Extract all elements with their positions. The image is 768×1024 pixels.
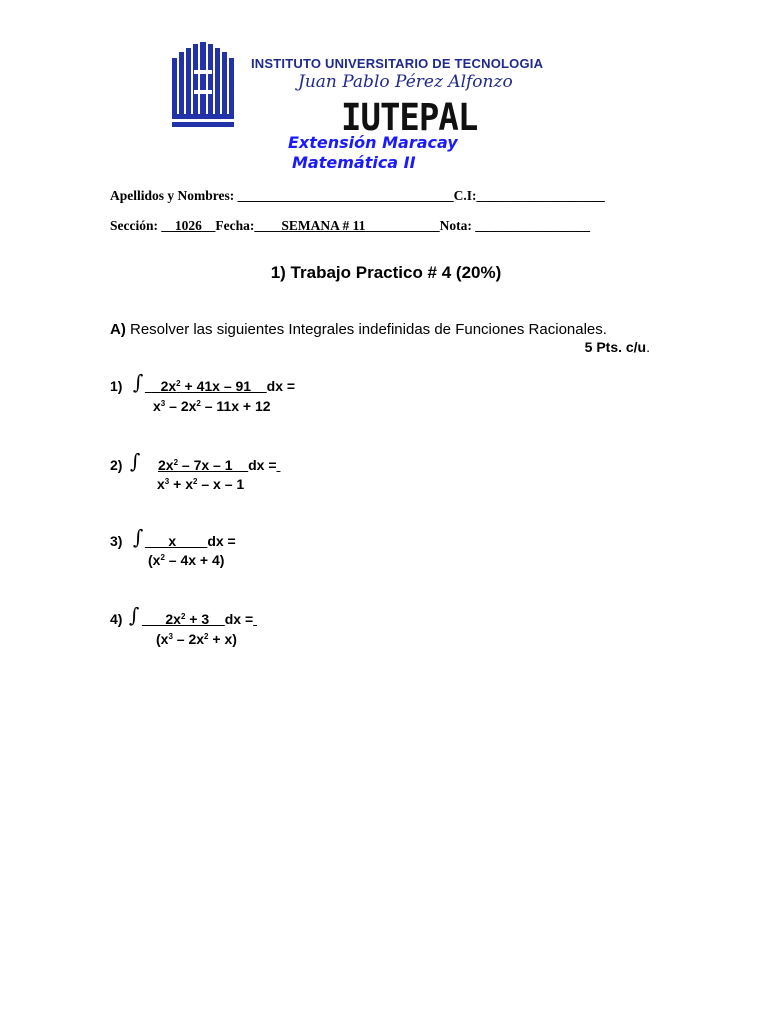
differential: dx =	[207, 533, 236, 549]
points-value: 5 Pts. c/u	[584, 339, 647, 355]
exponent: 2	[176, 379, 181, 388]
problem-1-numerator: $\_\_2x^2 + 41x$ – 91__dx =	[145, 378, 296, 394]
exponent: 3	[168, 632, 173, 641]
denominator-term: (x	[148, 552, 161, 568]
institute-name: INSTITUTO UNIVERSITARIO DE TECNOLOGIA	[251, 56, 544, 71]
instructions-letter: A)	[110, 321, 126, 338]
differential: dx =	[248, 457, 277, 473]
differential: dx =	[224, 611, 254, 627]
names-label: Apellidos y Nombres:	[110, 188, 235, 203]
problem-4-denominator	[156, 631, 237, 647]
numerator-term: + 3	[185, 611, 210, 627]
numerator-term: 2x	[158, 457, 174, 473]
instructions	[110, 321, 607, 338]
problem-3-denominator	[148, 552, 224, 568]
problem-number: 1)	[110, 378, 123, 394]
problem-2-numerator: $2x^2 - 7x$ – 1__dx =	[158, 457, 277, 473]
denominator-term: + x	[169, 476, 193, 492]
denominator-term: + x)	[208, 631, 237, 647]
student-info-line	[110, 188, 605, 204]
denominator-term: x	[157, 476, 165, 492]
names-field[interactable]: ________________________________	[237, 188, 454, 203]
numerator-term: + 41x – 91	[180, 378, 252, 394]
differential: dx =	[266, 378, 296, 394]
section-value: 1026	[174, 218, 202, 233]
integral-sign-icon: ∫	[129, 603, 140, 627]
denominator-term: – 2x	[172, 631, 205, 647]
section-label: Sección:	[110, 218, 158, 233]
grade-field[interactable]: _________________	[475, 218, 590, 233]
problem-2	[110, 457, 122, 473]
section-info-line	[110, 218, 590, 234]
problem-number: 4)	[110, 611, 123, 627]
institute-acronym: IUTEPAL	[341, 96, 478, 140]
date-blank-pre: ____	[254, 218, 282, 233]
problem-4-numerator: $\_\_\_2x^2$ + 3__dx =	[142, 611, 254, 627]
problem-3	[110, 533, 122, 549]
problem-1	[110, 378, 122, 394]
integral-sign-icon: ∫	[133, 370, 144, 394]
exponent: 2	[180, 612, 186, 621]
subject-heading: Matemática II	[292, 153, 416, 172]
exponent: 2	[173, 458, 179, 467]
section-blank-post: __	[201, 218, 216, 233]
problem-number: 2)	[110, 457, 123, 473]
denominator-term: – 11x + 12	[200, 398, 271, 414]
problem-1-denominator	[153, 398, 271, 414]
exponent: 2	[160, 553, 165, 562]
date-label: Fecha:	[215, 218, 255, 233]
exponent: 2	[204, 632, 209, 641]
exponent: 3	[160, 399, 166, 408]
problem-2-denominator	[157, 476, 244, 492]
points-suffix: .	[646, 339, 650, 355]
section-blank-pre: __	[161, 218, 175, 233]
problem-4	[110, 611, 122, 627]
denominator-term: – 4x + 4)	[164, 552, 225, 568]
exponent: 2	[193, 477, 198, 486]
grade-label: Nota:	[439, 218, 472, 233]
integral-sign-icon: ∫	[130, 449, 141, 473]
problem-number: 3)	[110, 533, 123, 549]
week-value: SEMANA # 11	[281, 218, 366, 233]
numerator-term: x	[168, 533, 177, 549]
institute-founder-name: Juan Pablo Pérez Alfonzo	[298, 72, 513, 92]
instructions-text: Resolver las siguientes Integrales indefinidas de Funciones Racionales.	[130, 321, 607, 338]
denominator-term: – 2x	[165, 398, 197, 414]
numerator-term: 2x	[160, 378, 177, 394]
denominator-term: – x – 1	[197, 476, 245, 492]
date-blank-post: ___________	[365, 218, 440, 233]
denominator-term: (x	[156, 631, 169, 647]
ci-field[interactable]: ___________________	[476, 188, 605, 203]
assignment-title: 1) Trabajo Practico # 4 (20%)	[270, 263, 502, 282]
extension-heading: Extensión Maracay	[288, 133, 458, 152]
exponent: 2	[196, 399, 201, 408]
points-per-item	[585, 339, 650, 355]
ci-label: C.I:	[453, 188, 477, 203]
problem-3-numerator: ___x____dx =	[145, 533, 236, 549]
numerator-term: – 7x – 1	[178, 457, 233, 473]
institute-logo-icon	[170, 40, 236, 130]
denominator-term: x	[153, 398, 161, 414]
exponent: 3	[164, 477, 170, 486]
numerator-term: 2x	[165, 611, 181, 627]
integral-sign-icon: ∫	[133, 525, 144, 549]
